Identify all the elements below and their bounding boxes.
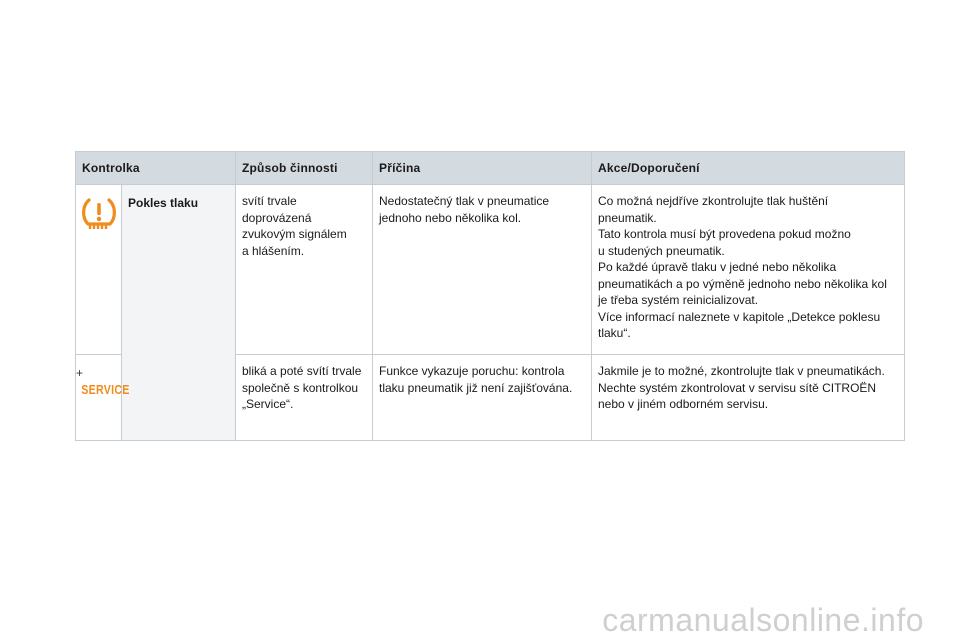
text-line: bliká a poté svítí trvale (242, 364, 362, 378)
tire-pressure-table (75, 151, 905, 441)
text-line: tlaku pneumatik již není zajišťována. (379, 380, 573, 395)
text-line: nebo v jiném odborném servisu. (598, 397, 769, 411)
mode-text-2 (236, 355, 373, 441)
service-icon: SERVICE (81, 382, 130, 397)
header-akce: Akce/Doporučení (592, 152, 905, 185)
text-line: pneumatikách a po výměně jednoho nebo několika kol (598, 276, 887, 291)
text-line: u studených pneumatik. (598, 243, 725, 258)
indicator-name: Pokles tlaku (122, 185, 236, 441)
text-line: „Service“. (242, 397, 294, 411)
plus-sign: + (76, 366, 84, 380)
text-line: zvukovým signálem (242, 227, 347, 241)
service-icon-cell (76, 355, 130, 441)
text-line: Po každé úpravě tlaku v jedné nebo několika (598, 260, 837, 274)
text-line: Jakmile je to možné, zkontrolujte tlak v pneumatikách. (598, 364, 885, 378)
action-text-1 (592, 185, 905, 355)
header-kontrolka: Kontrolka (76, 152, 236, 185)
icon-cell (76, 185, 122, 355)
table-row (76, 185, 905, 355)
text-line: doprovázená (242, 210, 312, 225)
text-line: tlaku“. (598, 326, 631, 340)
header-pricina: Příčina (373, 152, 592, 185)
text-line: Funkce vykazuje poruchu: kontrola (379, 364, 565, 378)
text-line: pneumatik. (598, 210, 657, 225)
text-line: svítí trvale (242, 194, 297, 208)
text-line: Nechte systém zkontrolovat v servisu sítě CITROËN (598, 380, 877, 395)
text-line: Co možná nejdříve zkontrolujte tlak huštění (598, 194, 829, 208)
action-text-2 (592, 355, 905, 441)
text-line: Nedostatečný tlak v pneumatice (379, 194, 550, 208)
text-line: Tato kontrola musí být provedena pokud možno (598, 227, 851, 241)
table-header-row (76, 152, 905, 185)
tire-pressure-warning-icon (81, 197, 117, 231)
text-line: společně s kontrolkou (242, 380, 359, 395)
text-line: jednoho nebo několika kol. (379, 210, 522, 225)
text-line: je třeba systém reinicializovat. (598, 293, 759, 307)
header-zpusob: Způsob činnosti (236, 152, 373, 185)
cause-text-1 (373, 185, 592, 355)
text-line: Více informací naleznete v kapitole „Detekce poklesu (598, 309, 881, 324)
cause-text-2 (373, 355, 592, 441)
text-line: a hlášením. (242, 243, 305, 258)
mode-text-1 (236, 185, 373, 355)
watermark: carmanualsonline.info (602, 602, 924, 638)
